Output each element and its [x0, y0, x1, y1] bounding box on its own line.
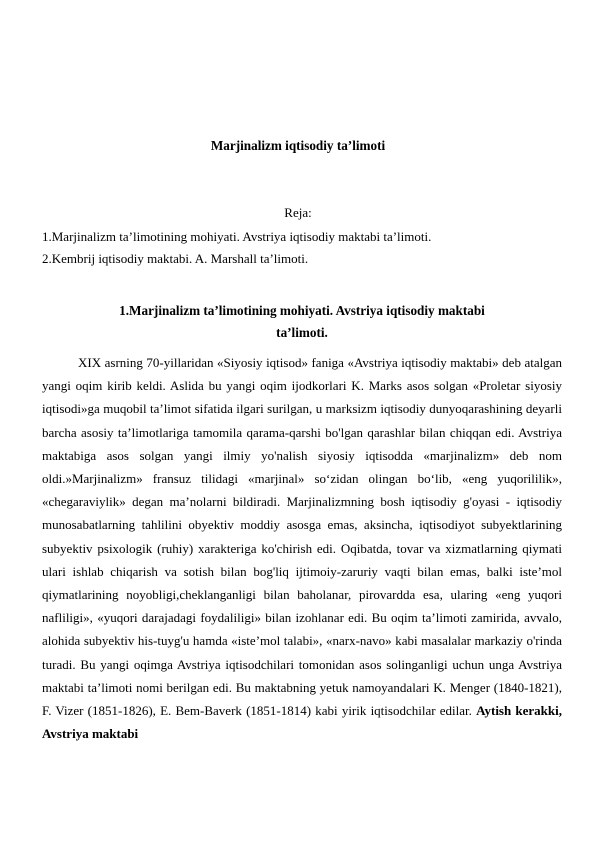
paragraph-bold-tail: Aytish kerakki, Avstriya maktabi: [42, 703, 562, 742]
plan-heading: Reja:: [284, 205, 312, 220]
plan-list: [42, 226, 562, 270]
plan-item-2: 2.Kembrij iqtisodiy maktabi. A. Marshall ta’limoti.: [42, 251, 309, 266]
section-heading-line-1: 1.Marjinalizm ta’limotining mohiyati. Avstriya iqtisodiy maktabi: [119, 303, 485, 318]
document-title: Marjinalizm iqtisodiy ta’limoti: [210, 138, 386, 153]
plan-item-1: 1.Marjinalizm ta’limotining mohiyati. Avstriya iqtisodiy maktabi ta’limoti.: [42, 229, 432, 244]
body-paragraph: [42, 351, 562, 745]
section-heading-line-2: ta’limoti.: [276, 325, 328, 340]
section-heading: [42, 300, 562, 344]
paragraph-text: XIX asrning 70-yillaridan «Siyosiy iqtisod» faniga «Avstriya iqtisodiy maktabi» deb atalgan yangi oqim kirib keldi. Aslida bu yangi oqim ijodkorlari K. Marks asos solgan «Proletar siyosiy iqtisodi»ga muqobil ta’limot sifatida ilgari surilgan, u marksizm iqtisodiy dunyoqarashining deyarli barcha asosiy ta’limotlariga tamomila qarama-qarshi bo'lgan qarashlar bilan chiqqan edi. Avstriya maktabiga asos solgan yangi ilmiy yo'nalish siyosiy iqtisodda «marjinalizm» deb nom oldi.»Marjinalizm» fransuz tilidagi «marjinal» so‘zidan olingan bo‘lib, «eng yuqorililik», «chegaraviylik» degan ma’nolarni bildiradi. Marjinalizmning bosh iqtisodiy g'oyasi - iqtisodiy munosabatlarning tahlilini obyektiv moddiy asosga emas, aksincha, iqtisodiyot subyektlarining subyektiv psixologik (ruhiy) xarakteriga ko'chirish edi. Oqibatda, tovar va xizmatlarning qiymati ulari ishlab chiqarish va sotish bilan bog'liq ijtimoiy-zaruriy vaqti bilan emas, balki iste’mol qiymatlarining noyobligi,cheklanganligi bilan baholanar, pirovardda esa, ularing «eng yuqori nafliligi», «yuqori darajadagi foydaliligi» bilan izohlanar edi. Bu oqim ta’limoti zamirida, avvalo, alohida subyektiv his-tuyg'u hamda «iste’mol talabi», «narx-navo» kabi masalalar markaziy o'rinda turadi. Bu yangi oqimga Avstriya iqtisodchilari tomonidan asos solinganligi uchun unga Avstriya maktabi ta’limoti nomi berilgan edi. Bu maktabning yetuk namoyandalari K. Menger (1840-1821), F. Vizer (1851-1826), E. Bem-Baverk (1851-1814) kabi yirik iqtisodchilar edilar.: [42, 355, 562, 719]
